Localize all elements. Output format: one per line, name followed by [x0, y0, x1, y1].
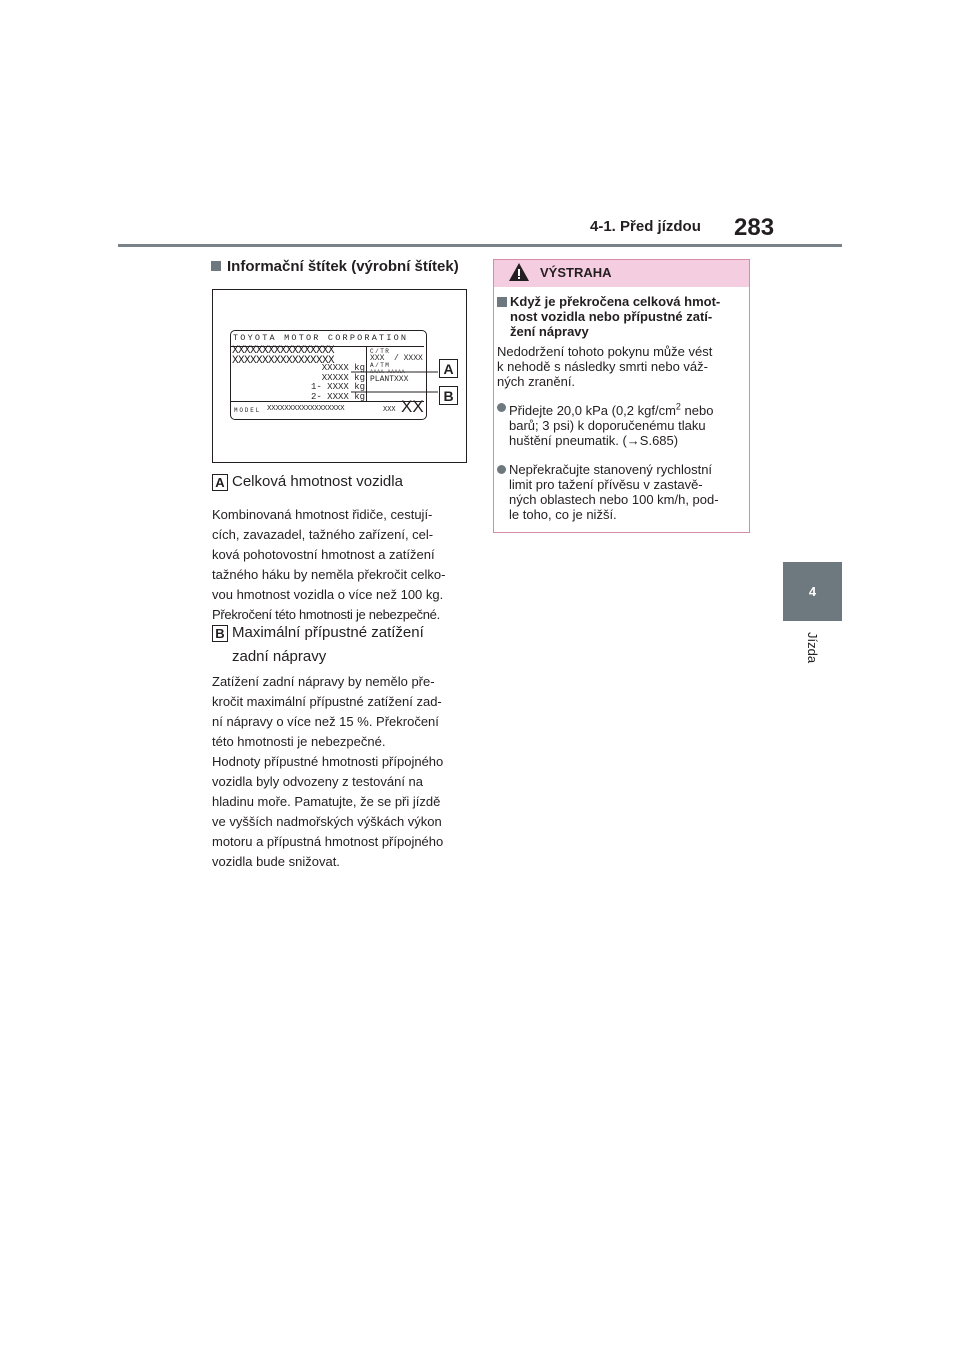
callout-leaders — [213, 290, 466, 462]
item-a-letter: A — [212, 474, 228, 491]
plate-plant: PLANTXXX — [370, 375, 409, 384]
warning-bullet-1-line: barů; 3 psi) k doporučenému tlaku — [509, 418, 706, 434]
warning-intro-line: ných zranění. — [497, 374, 576, 389]
plate-row-1: XXXXXXXXXXXXXXXXX — [232, 345, 335, 357]
warning-bullet-2-line: limit pro tažení přívěsu v zastavě- — [509, 477, 703, 492]
plate-model-label: MODEL — [234, 407, 262, 414]
item-b-line: této hmotnosti je nebezpečné. — [212, 734, 386, 749]
plate-model-value: XXXXXXXXXXXXXXXXXX — [267, 405, 345, 413]
item-a-line: Překročení této hmotnosti je nebezpečné. — [212, 607, 440, 622]
item-a-line: cích, zavazadel, tažného zařízení, cel- — [212, 527, 434, 542]
plate-weight-1: XXXXX kg — [321, 363, 365, 373]
item-b-letter: B — [212, 625, 228, 642]
item-b-line: kročit maximální přípustné zatížení zad- — [212, 694, 442, 709]
plate-ctr-value: XXX / XXXX — [370, 354, 423, 363]
warning-intro-line: Nedodržení tohoto pokynu může vést — [497, 344, 713, 359]
item-a-line: ková pohotovostní hmotnost a zatížení — [212, 547, 435, 562]
warning-bullet-1-pre: Přidejte 20,0 kPa (0,2 kgf/cm — [509, 403, 676, 419]
plate-aaa: AAAA-AAAAA — [370, 369, 406, 375]
item-b-line: ní nápravy o více než 15 %. Překročení — [212, 714, 439, 729]
section-heading-text: Informační štítek (výrobní štítek) — [227, 258, 459, 275]
item-b-note-line: vozidla bude snižovat. — [212, 854, 340, 869]
item-a-line: tažného háku by neměla překročit celko- — [212, 567, 446, 582]
warning-bullet-2-line: Nepřekračujte stanovený rychlostní — [509, 462, 713, 477]
square-bullet-icon — [211, 261, 221, 271]
warning-intro — [497, 344, 712, 389]
page-number: 283 — [734, 214, 775, 241]
chapter-tab: 4 — [783, 562, 842, 621]
item-a-title: Celková hmotnost vozidla — [232, 473, 403, 490]
warning-heading-line: nost vozidla nebo přípustné zatí- — [510, 309, 713, 324]
callout-b: B — [439, 386, 458, 405]
item-b-note-line: motoru a přípustná hmotnost přípojného — [212, 834, 444, 849]
item-b-title — [232, 621, 424, 669]
header-divider — [118, 244, 842, 247]
item-b-note-line: hladinu moře. Pamatujte, že se při jízdě — [212, 794, 441, 809]
warning-heading-line: Když je překročena celková hmot- — [510, 294, 721, 309]
plate-weight-3: 1- XXXX kg — [310, 382, 365, 392]
warning-bullet-1-line: huštění pneumatik. (→S.685) — [509, 433, 679, 449]
callout-a: A — [439, 359, 458, 378]
chapter-label — [804, 632, 824, 672]
warning-bullet-1-post: nebo — [680, 403, 714, 419]
warning-bullet-1 — [497, 400, 713, 448]
warning-heading-line: žení nápravy — [510, 324, 589, 339]
warning-triangle-icon — [508, 262, 530, 282]
section-heading — [211, 258, 459, 275]
label-figure — [212, 289, 467, 463]
warning-heading — [497, 294, 720, 339]
section-header: 4-1. Před jízdou — [590, 218, 701, 235]
item-a-text — [212, 505, 445, 625]
item-b-title-line: zadní nápravy — [232, 648, 327, 665]
plate-model-code: XXX — [383, 406, 396, 414]
round-bullet-icon — [497, 403, 506, 412]
warning-bullet-1-sup: 2 — [675, 402, 681, 412]
item-b-line: Zatížení zadní nápravy by nemělo pře- — [212, 674, 435, 689]
item-b-text — [212, 672, 442, 752]
square-bullet-icon — [497, 297, 507, 307]
warning-bullet-2-line: ných oblastech nebo 100 km/h, pod- — [509, 492, 719, 507]
plate-atm-label: A/TM — [370, 362, 391, 369]
plate-weight-4: 2- XXXX kg — [310, 391, 365, 402]
item-b-note-line: ve vyšších nadmořských výškách výkon — [212, 814, 442, 829]
chapter-name: Jízda — [805, 632, 820, 664]
item-b-note — [212, 752, 443, 872]
warning-bullet-2-line: le toho, co je nižší. — [509, 507, 617, 522]
plate-row-2: XXXXXXXXXXXXXXXXX — [232, 355, 335, 367]
item-b-note-line: vozidla byly odvozeny z testování na — [212, 774, 424, 789]
item-b-note-line: Hodnoty přípustné hmotnosti přípojného — [212, 754, 444, 769]
warning-intro-line: k nehodě s následky smrti nebo váž- — [497, 359, 708, 374]
warning-bullet-2 — [497, 462, 719, 522]
item-a-line: vou hmotnost vozidla o více než 100 kg. — [212, 587, 444, 602]
plate-weight-2: XXXXX kg — [321, 372, 365, 383]
plate-model-big: XX — [401, 397, 424, 416]
round-bullet-icon — [497, 465, 506, 474]
item-a-line: Kombinovaná hmotnost řidiče, cestují- — [212, 507, 433, 522]
plate-manufacturer: TOYOTA MOTOR CORPORATION — [233, 333, 409, 343]
plate-ctr-label: C/TR — [370, 348, 391, 355]
warning-title: VÝSTRAHA — [540, 265, 612, 280]
item-b-title-line: Maximální přípustné zatížení — [232, 624, 424, 641]
